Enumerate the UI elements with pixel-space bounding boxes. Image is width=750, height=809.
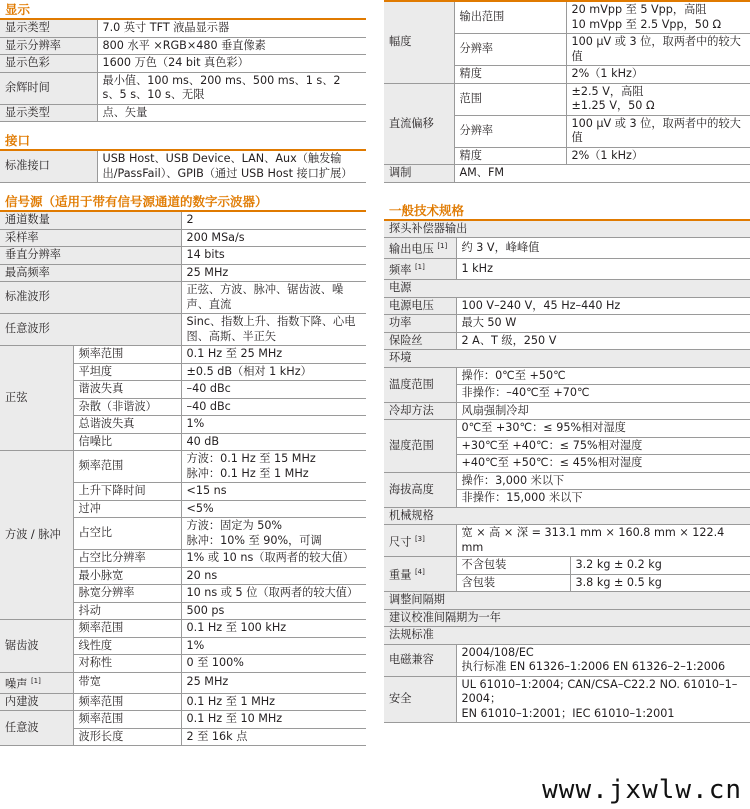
watermark: www.jxwlw.cn [542,775,742,805]
sub-value: 20 ns [181,567,366,585]
row-value: 非操作：15,000 米以下 [456,490,750,508]
row-value: 正弦、方波、脉冲、锯齿波、噪声、直流 [181,282,366,314]
group-label [384,557,456,592]
sub-label: 杂散（非谐波） [73,398,181,416]
row-label [384,525,456,557]
label-text: 噪声 [5,677,28,691]
group-label: 海拔高度 [384,472,456,507]
label-text: 频率 [389,263,412,277]
general-table [384,221,750,724]
row-label: 安全 [384,676,456,723]
group-header: 电源 [384,280,750,298]
sub-label: 波形长度 [73,728,181,746]
row-label: 电磁兼容 [384,644,456,676]
sub-label: 抖动 [73,602,181,620]
sub-label: 含包装 [456,574,570,592]
row-value: 7.0 英寸 TFT 液晶显示器 [97,20,366,37]
row-value: 风扇强制冷却 [456,402,750,420]
table-row [384,259,750,280]
source-table [0,212,366,746]
sub-value: ±0.5 dB（相对 1 kHz） [181,363,366,381]
sub-value: 0.1 Hz 至 10 MHz [181,711,366,729]
sub-value: 20 mVpp 至 5 Vpp，高阻 10 mVpp 至 2.5 Vpp，50 Ω [566,1,750,34]
table-row [0,346,366,364]
group-label: 正弦 [0,346,73,451]
row-value: 200 MSa/s [181,229,366,247]
row-label [384,238,456,259]
group-header: 探头补偿器输出 [384,221,750,238]
sub-label: 上升下降时间 [73,483,181,501]
sub-value: <5% [181,500,366,518]
row-label: 调制 [384,165,454,183]
group-header: 调整间隔期 [384,592,750,610]
table-row [384,83,750,115]
row-label: 标准波形 [0,282,181,314]
sub-label: 信噪比 [73,433,181,451]
group-label: 任意波 [0,711,73,746]
group-label [0,672,73,693]
sub-label: 脉宽分辨率 [73,585,181,603]
right-column [384,0,750,723]
section-title-general: 一般技术规格 [384,201,750,221]
row-label: 采样率 [0,229,181,247]
table-row [0,711,366,729]
row-value: 1 kHz [456,259,750,280]
table-row [384,557,750,575]
sub-value: –40 dBc [181,398,366,416]
sub-label: 对称性 [73,655,181,673]
group-header: 法规标准 [384,627,750,645]
row-label: 垂直分辨率 [0,247,181,265]
row-value: 操作：3,000 米以下 [456,472,750,490]
row-value: 2 [181,212,366,229]
group-label: 幅度 [384,1,454,83]
group-header: 环境 [384,350,750,368]
table-row [0,282,366,314]
table-row [0,264,366,282]
sub-label: 频率范围 [73,346,181,364]
sub-value: <15 ns [181,483,366,501]
sub-value: 500 ps [181,602,366,620]
section-title-interface: 接口 [0,131,366,151]
table-row [384,627,750,645]
sub-value: 40 dB [181,433,366,451]
row-label: 余辉时间 [0,72,97,104]
table-row [0,314,366,346]
row-label [384,259,456,280]
sub-label: 分辨率 [454,115,566,147]
row-value: 2004/108/EC 执行标准 EN 61326–1:2006 EN 61326–2–1:2006 [456,644,750,676]
row-label: 任意波形 [0,314,181,346]
row-label: 冷却方法 [384,402,456,420]
sub-label: 不含包装 [456,557,570,575]
row-value: USB Host、USB Device、LAN、Aux（触发输出/PassFail）、GPIB（通过 USB Host 接口扩展） [97,151,366,183]
sub-value: 25 MHz [181,672,366,693]
sub-value: 2 至 16k 点 [181,728,366,746]
table-row [384,420,750,438]
sub-value: –40 dBc [181,381,366,399]
sub-label: 精度 [454,147,566,165]
sub-value: 1% [181,637,366,655]
footnote-mark: [1] [30,676,41,685]
row-value: 800 水平 ×RGB×480 垂直像素 [97,37,366,55]
sub-label: 分辨率 [454,34,566,66]
table-row [0,104,366,122]
row-value: 约 3 V，峰峰值 [456,238,750,259]
sub-label: 带宽 [73,672,181,693]
table-row [384,297,750,315]
sub-value: 100 μV 或 3 位，取两者中的较大值 [566,34,750,66]
row-value: 100 V–240 V，45 Hz–440 Hz [456,297,750,315]
table-row [384,676,750,723]
sub-label: 线性度 [73,637,181,655]
row-value: 点、矢量 [97,104,366,122]
table-row [0,55,366,73]
row-value: 0℃至 +30℃：≤ 95%相对湿度 [456,420,750,438]
footnote-mark: [1] [414,263,425,272]
sub-label: 过冲 [73,500,181,518]
table-row [384,1,750,34]
table-row [0,212,366,229]
table-row [0,247,366,265]
sub-value: 方波：固定为 50% 脉冲：10% 至 90%，可调 [181,518,366,550]
sub-label: 最小脉宽 [73,567,181,585]
sub-value: 100 μV 或 3 位，取两者中的较大值 [566,115,750,147]
row-value: 14 bits [181,247,366,265]
sub-value: 3.8 kg ± 0.5 kg [570,574,750,592]
sub-label: 输出范围 [454,1,566,34]
table-row [384,402,750,420]
sub-value: 2%（1 kHz） [566,66,750,84]
table-row [0,229,366,247]
sub-value: 0.1 Hz 至 1 MHz [181,693,366,711]
table-row [0,151,366,183]
sub-label: 精度 [454,66,566,84]
sub-label: 范围 [454,83,566,115]
sub-value: 3.2 kg ± 0.2 kg [570,557,750,575]
sub-label: 总谐波失真 [73,416,181,434]
label-text: 重量 [389,569,412,583]
table-row [384,507,750,525]
sub-label: 平坦度 [73,363,181,381]
table-row [384,644,750,676]
label-text: 输出电压 [389,242,434,256]
sub-label: 占空比分辨率 [73,550,181,568]
sub-value: 1% [181,416,366,434]
group-label: 方波 / 脉冲 [0,451,73,620]
row-label: 显示分辨率 [0,37,97,55]
row-label: 显示类型 [0,104,97,122]
sub-value: 0.1 Hz 至 100 kHz [181,620,366,638]
table-row [384,525,750,557]
table-row [384,367,750,385]
row-value: 非操作：–40℃至 +70℃ [456,385,750,403]
table-row [384,472,750,490]
row-label: 标准接口 [0,151,97,183]
footnote-mark: [4] [414,568,425,577]
sub-label: 频率范围 [73,693,181,711]
table-row [0,37,366,55]
sub-label: 频率范围 [73,620,181,638]
table-row [384,221,750,238]
table-row [384,592,750,610]
sub-value: 方波：0.1 Hz 至 15 MHz 脉冲：0.1 Hz 至 1 MHz [181,451,366,483]
row-value: 1600 万色（24 bit 真色彩） [97,55,366,73]
sub-label: 占空比 [73,518,181,550]
row-value: 25 MHz [181,264,366,282]
table-row [0,451,366,483]
sub-value: 2%（1 kHz） [566,147,750,165]
group-label: 直流偏移 [384,83,454,165]
sub-value: 0.1 Hz 至 25 MHz [181,346,366,364]
row-label: 显示色彩 [0,55,97,73]
row-value: 最大 50 W [456,315,750,333]
display-table [0,20,366,122]
table-row [0,620,366,638]
sub-value: 0 至 100% [181,655,366,673]
group-header: 机械规格 [384,507,750,525]
group-label: 内建波 [0,693,73,711]
row-label: 最高频率 [0,264,181,282]
footnote-mark: [1] [437,242,448,250]
row-value: +40℃至 +50℃：≤ 45%相对湿度 [456,455,750,473]
section-title-source: 信号源（适用于带有信号源通道的数字示波器） [0,192,366,212]
group-label: 温度范围 [384,367,456,402]
sub-label: 谐波失真 [73,381,181,399]
left-column [0,0,366,746]
row-value: AM、FM [454,165,750,183]
sub-value: 1% 或 10 ns（取两者的较大值） [181,550,366,568]
row-value: 最小值、100 ms、200 ms、500 ms、1 s、2 s、5 s、10 s、无限 [97,72,366,104]
amplitude-table [384,0,750,183]
row-value: 宽 × 高 × 深 = 313.1 mm × 160.8 mm × 122.4 mm [456,525,750,557]
table-row [384,350,750,368]
footnote-mark: [3] [414,534,425,543]
table-row [384,238,750,259]
row-value: 操作：0℃至 +50℃ [456,367,750,385]
row-label: 保险丝 [384,332,456,350]
sub-label: 频率范围 [73,451,181,483]
row-label: 电源电压 [384,297,456,315]
row-label: 显示类型 [0,20,97,37]
table-row [384,609,750,627]
interface-table [0,151,366,183]
sub-label: 频率范围 [73,711,181,729]
row-label: 通道数量 [0,212,181,229]
row-value: UL 61010–1:2004; CAN/CSA–C22.2 NO. 61010–1–2004； EN 61010–1:2001；IEC 61010–1:2001 [456,676,750,723]
table-row [384,280,750,298]
row-value: 建议校准间隔期为一年 [384,609,750,627]
sub-value: 10 ns 或 5 位（取两者的较大值） [181,585,366,603]
section-title-display: 显示 [0,0,366,20]
table-row [384,332,750,350]
table-row [0,693,366,711]
table-row [0,72,366,104]
table-row [384,165,750,183]
table-row [384,315,750,333]
row-value: 2 A、T 级，250 V [456,332,750,350]
table-row [0,20,366,37]
row-value: Sinc、指数上升、指数下降、心电图、高斯、半正矢 [181,314,366,346]
group-label: 锯齿波 [0,620,73,673]
group-label: 湿度范围 [384,420,456,473]
row-label: 功率 [384,315,456,333]
row-value: +30℃至 +40℃：≤ 75%相对湿度 [456,437,750,455]
sub-value: ±2.5 V，高阻 ±1.25 V，50 Ω [566,83,750,115]
table-row [0,672,366,693]
label-text: 尺寸 [389,535,412,549]
